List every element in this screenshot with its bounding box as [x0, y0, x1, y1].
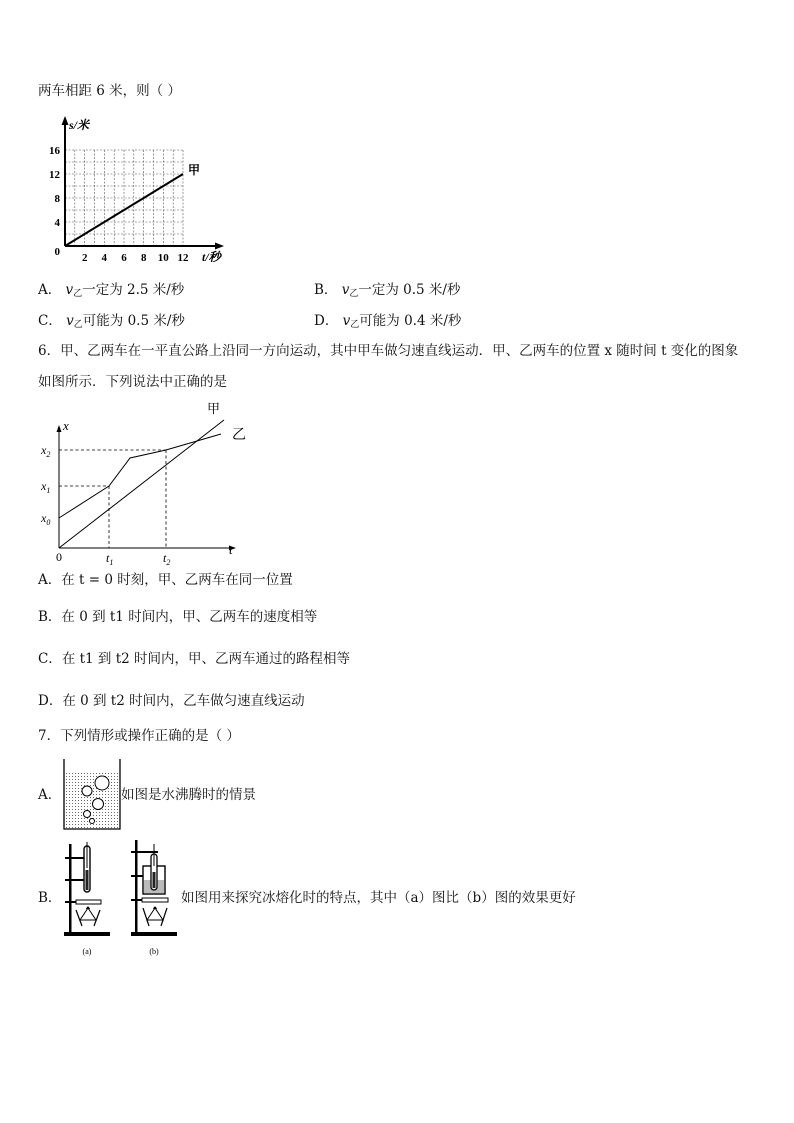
- q5-series-label: 甲: [188, 163, 201, 177]
- q5-ytick-4: 4: [54, 217, 60, 229]
- q5-ytick-8: 8: [54, 193, 60, 205]
- q5-st-graph: [36, 112, 236, 262]
- q5-option-c: C． $v_乙$可能为 0.5 米/秒: [38, 313, 185, 330]
- q7-boiling-beaker-figure: [62, 757, 122, 831]
- q5-xtick-4: 4: [101, 252, 108, 262]
- q6-stem-line2: 如图所示．下列说法中正确的是: [38, 374, 227, 390]
- q5-xtick-2: 2: [81, 252, 88, 262]
- q7-stem: 7．下列情形或操作正确的是（ ）: [38, 728, 240, 744]
- bubble-mid2: [93, 799, 104, 810]
- q5-grid: [65, 150, 183, 246]
- bubble-tiny: [90, 819, 95, 824]
- q6-y-arrow: [57, 425, 62, 432]
- q6-stem-line1: 6．甲、乙两车在一平直公路上沿同一方向运动，其中甲车做匀速直线运动．甲、乙两车的位置 x 随时间 t 变化的图象: [38, 343, 739, 359]
- q7-fig-b-label: (b): [149, 947, 159, 956]
- q6-ytick-x2: $x_2$: [41, 443, 51, 459]
- bubble-small: [84, 811, 91, 818]
- q6-origin-label: 0: [56, 550, 62, 564]
- q5-x-arrow: [215, 243, 224, 250]
- q6-option-d: D．在 0 到 t2 时间内，乙车做匀速直线运动: [38, 693, 305, 709]
- q7-option-a-label: A．: [38, 787, 62, 803]
- q5-xtick-10: 10: [157, 252, 169, 262]
- q7-option-b-label: B．: [38, 890, 62, 906]
- q7-melting-apparatus-figure: [62, 838, 180, 960]
- q6-label-yi: 乙: [232, 428, 246, 443]
- q5-y-arrow: [62, 116, 69, 125]
- q6-option-c: C．在 t1 到 t2 时间内，甲、乙两车通过的路程相等: [38, 651, 351, 667]
- q6-xt-graph: [36, 396, 256, 568]
- q5-ytick-12: 12: [49, 169, 60, 181]
- q6-x-axis-label: t: [229, 542, 233, 557]
- q5-xtick-8: 8: [140, 252, 147, 262]
- q5-ytick-16: 16: [49, 145, 60, 157]
- q6-label-jia: 甲: [207, 401, 221, 416]
- apparatus-b: [131, 840, 177, 956]
- q5-xtick-6: 6: [121, 252, 127, 262]
- q6-ytick-x1: $x_1$: [41, 479, 51, 495]
- q5-origin: 0: [54, 246, 60, 258]
- q5-ylabel: s/米: [69, 118, 90, 132]
- q5-xlabel: t/秒: [202, 250, 221, 262]
- bubble-large: [95, 776, 109, 790]
- q6-y-axis-label: x: [63, 418, 69, 433]
- q7-fig-a-label: (a): [82, 947, 92, 956]
- q5-option-a: A． $v_乙$一定为 2.5 米/秒: [38, 282, 185, 299]
- q5-option-d: D． $v_乙$可能为 0.4 米/秒: [314, 313, 462, 330]
- q6-line-jia: [59, 420, 224, 548]
- q5-xtick-12: 12: [177, 252, 189, 262]
- bubble-mid: [82, 786, 92, 796]
- q6-xtick-t1: $t_1$: [106, 551, 114, 567]
- q7-option-a-text: 如图是水沸腾时的情景: [121, 787, 256, 803]
- q6-ytick-x0: $x_0$: [41, 511, 51, 527]
- apparatus-a: [64, 842, 110, 956]
- q6-line-yi: [59, 434, 221, 518]
- q7-option-b-text: 如图用来探究冰熔化时的特点，其中（a）图比（b）图的效果更好: [181, 890, 576, 906]
- q6-option-b: B．在 0 到 t1 时间内，甲、乙两车的速度相等: [38, 609, 318, 625]
- q5-tail-text: 两车相距 6 米，则（ ）: [38, 83, 181, 99]
- q6-option-a: A．在 t = 0 时刻，甲、乙两车在同一位置: [38, 572, 293, 588]
- q6-xtick-t2: $t_2$: [163, 551, 171, 567]
- q5-option-b: B． $v_乙$一定为 0.5 米/秒: [314, 282, 461, 299]
